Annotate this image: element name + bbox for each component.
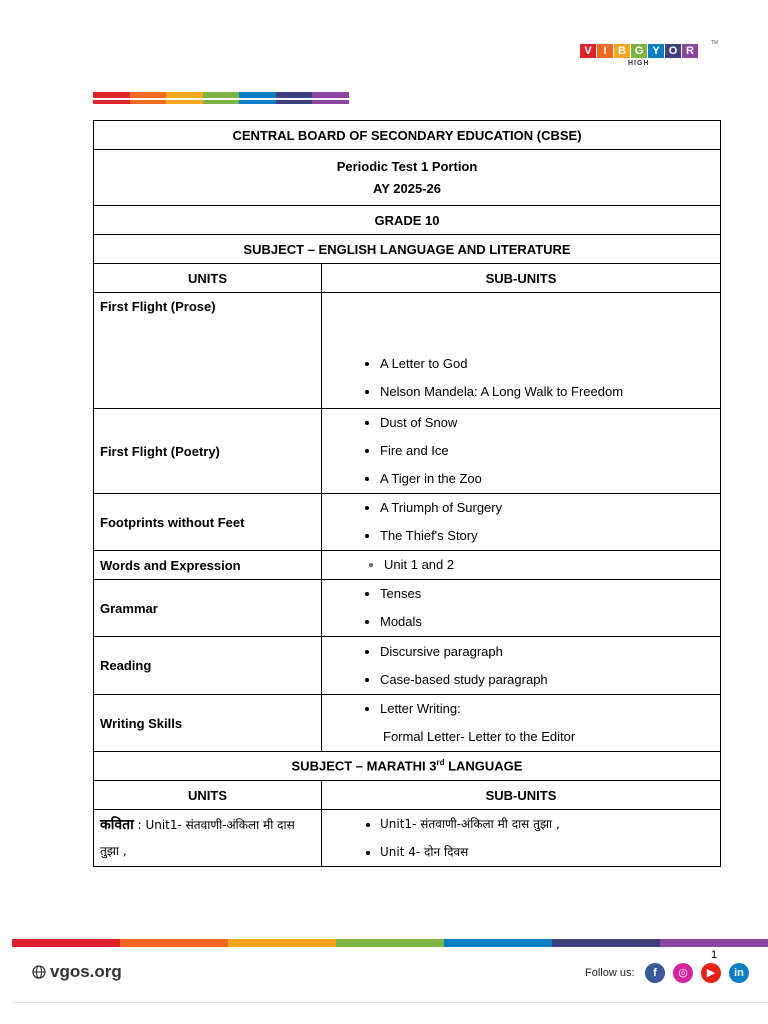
unit-cell: Writing Skills xyxy=(94,695,322,752)
rainbow-segment xyxy=(276,100,313,104)
table-row xyxy=(94,810,721,867)
marathi-header-row xyxy=(94,781,721,810)
footer-divider xyxy=(12,1002,768,1003)
logo-letter: V xyxy=(580,44,596,58)
subunit-cell xyxy=(322,695,721,752)
marathi-subject-ordinal: rd xyxy=(436,758,445,768)
logo-letter: Y xyxy=(648,44,664,58)
marathi-subject-suffix: LANGUAGE xyxy=(444,758,523,774)
subunit-cell xyxy=(322,810,721,867)
logo-letter: B xyxy=(614,44,630,58)
rainbow-segment xyxy=(276,92,313,98)
english-subject-title: SUBJECT – ENGLISH LANGUAGE AND LITERATURE xyxy=(94,235,721,264)
subunit-cell xyxy=(322,551,721,580)
rainbow-segment xyxy=(312,100,349,104)
list-item: • Case-based study paragraph xyxy=(380,666,714,694)
rainbow-segment xyxy=(552,939,660,947)
list-item: • Nelson Mandela: A Long Walk to Freedom xyxy=(380,378,714,406)
subunits-header: SUB-UNITS xyxy=(322,781,721,810)
portion-table xyxy=(93,120,721,867)
rainbow-row-thin xyxy=(93,100,349,104)
unit-cell: First Flight (Poetry) xyxy=(94,409,322,494)
logo-letter: G xyxy=(631,44,647,58)
subunit-list xyxy=(328,551,714,579)
list-item: • The Thief's Story xyxy=(380,522,714,550)
test-row xyxy=(94,150,721,206)
page-number: 1 xyxy=(711,949,718,961)
header-rainbow-bar xyxy=(93,92,349,104)
follow-us-label: Follow us: xyxy=(585,967,635,979)
unit-cell: First Flight (Prose) xyxy=(94,293,322,409)
table-row xyxy=(94,551,721,580)
english-subject-row xyxy=(94,235,721,264)
table-row xyxy=(94,293,721,409)
list-item: • A Letter to God xyxy=(380,350,714,378)
rainbow-segment xyxy=(130,100,167,104)
academic-year: AY 2025-26 xyxy=(373,180,441,196)
rainbow-segment xyxy=(93,92,130,98)
rainbow-segment xyxy=(239,100,276,104)
rainbow-segment xyxy=(660,939,768,947)
rainbow-segment xyxy=(12,939,120,947)
globe-icon xyxy=(32,965,46,979)
units-header: UNITS xyxy=(94,264,322,293)
subunit-list xyxy=(328,409,714,493)
unit-cell: Grammar xyxy=(94,580,322,637)
list-item: • A Tiger in the Zoo xyxy=(380,465,714,493)
rainbow-segment xyxy=(120,939,228,947)
marathi-subject-title xyxy=(94,752,721,781)
youtube-icon[interactable]: ▶ xyxy=(701,963,721,983)
rainbow-segment xyxy=(166,92,203,98)
subunit-cell xyxy=(322,409,721,494)
rainbow-segment xyxy=(203,100,240,104)
unit-cell: Words and Expression xyxy=(94,551,322,580)
list-item: • Tenses xyxy=(380,580,714,608)
logo-letter: O xyxy=(665,44,681,58)
vibgyor-high-logo xyxy=(580,40,718,72)
subunits-header: SUB-UNITS xyxy=(322,264,721,293)
test-title: Periodic Test 1 Portion xyxy=(336,158,478,174)
website-link[interactable] xyxy=(32,962,122,982)
rainbow-row-thick xyxy=(93,92,349,98)
marathi-subject-row xyxy=(94,752,721,781)
subunit-list xyxy=(328,810,714,866)
rainbow-segment xyxy=(203,92,240,98)
subunit-list xyxy=(328,494,714,550)
unit-cell: Reading xyxy=(94,637,322,695)
rainbow-segment xyxy=(130,92,167,98)
subunit-list xyxy=(328,580,714,636)
logo-letter: I xyxy=(597,44,613,58)
subunit-list xyxy=(328,638,714,694)
table-row xyxy=(94,695,721,752)
subunit-list xyxy=(328,695,714,723)
unit-cell: Footprints without Feet xyxy=(94,494,322,551)
list-item: • Letter Writing: xyxy=(380,695,714,723)
facebook-icon[interactable]: f xyxy=(645,963,665,983)
subunit-detail: Formal Letter- Letter to the Editor xyxy=(383,729,576,744)
english-header-row xyxy=(94,264,721,293)
website-text: vgos.org xyxy=(50,962,122,981)
subunit-cell xyxy=(322,637,721,695)
table-row xyxy=(94,494,721,551)
list-item: • Unit 1 and 2 xyxy=(384,551,714,579)
logo-letter: R xyxy=(682,44,698,58)
rainbow-segment xyxy=(93,100,130,104)
rainbow-segment xyxy=(444,939,552,947)
board-title: CENTRAL BOARD OF SECONDARY EDUCATION (CBSE) xyxy=(94,121,721,150)
list-item: • Unit1- संतवाणी-अंकिला मी दास तुझा , xyxy=(380,810,714,838)
rainbow-segment xyxy=(336,939,444,947)
logo-trademark: TM xyxy=(710,40,718,46)
subunit-cell xyxy=(322,494,721,551)
list-item: • Fire and Ice xyxy=(380,437,714,465)
units-header: UNITS xyxy=(94,781,322,810)
list-item: • Unit 4- दोन दिवस xyxy=(380,838,714,866)
instagram-icon[interactable]: ◎ xyxy=(673,963,693,983)
grade-label: GRADE 10 xyxy=(94,206,721,235)
list-item: • Dust of Snow xyxy=(380,409,714,437)
board-row xyxy=(94,121,721,150)
table-row xyxy=(94,637,721,695)
footer-rainbow-bar xyxy=(12,939,768,947)
marathi-subject-text: SUBJECT – MARATHI 3 xyxy=(291,758,437,774)
list-item: • Discursive paragraph xyxy=(380,638,714,666)
grade-row xyxy=(94,206,721,235)
list-item: • Modals xyxy=(380,608,714,636)
rainbow-segment xyxy=(312,92,349,98)
linkedin-icon[interactable]: in xyxy=(729,963,749,983)
subunit-list xyxy=(328,350,714,406)
list-item: • A Triumph of Surgery xyxy=(380,494,714,522)
rainbow-segment xyxy=(166,100,203,104)
logo-letters xyxy=(580,44,718,58)
table-row xyxy=(94,580,721,637)
rainbow-segment xyxy=(239,92,276,98)
logo-subtitle: HIGH xyxy=(628,60,650,67)
unit-cell xyxy=(94,810,322,867)
table-row xyxy=(94,409,721,494)
subunit-cell xyxy=(322,580,721,637)
subunit-cell xyxy=(322,293,721,409)
marathi-unit-label: कविता xyxy=(100,817,134,833)
marathi-unit-text: : Unit1- संतवाणी-अंकिला मी दास तुझा , xyxy=(100,818,295,858)
rainbow-segment xyxy=(228,939,336,947)
